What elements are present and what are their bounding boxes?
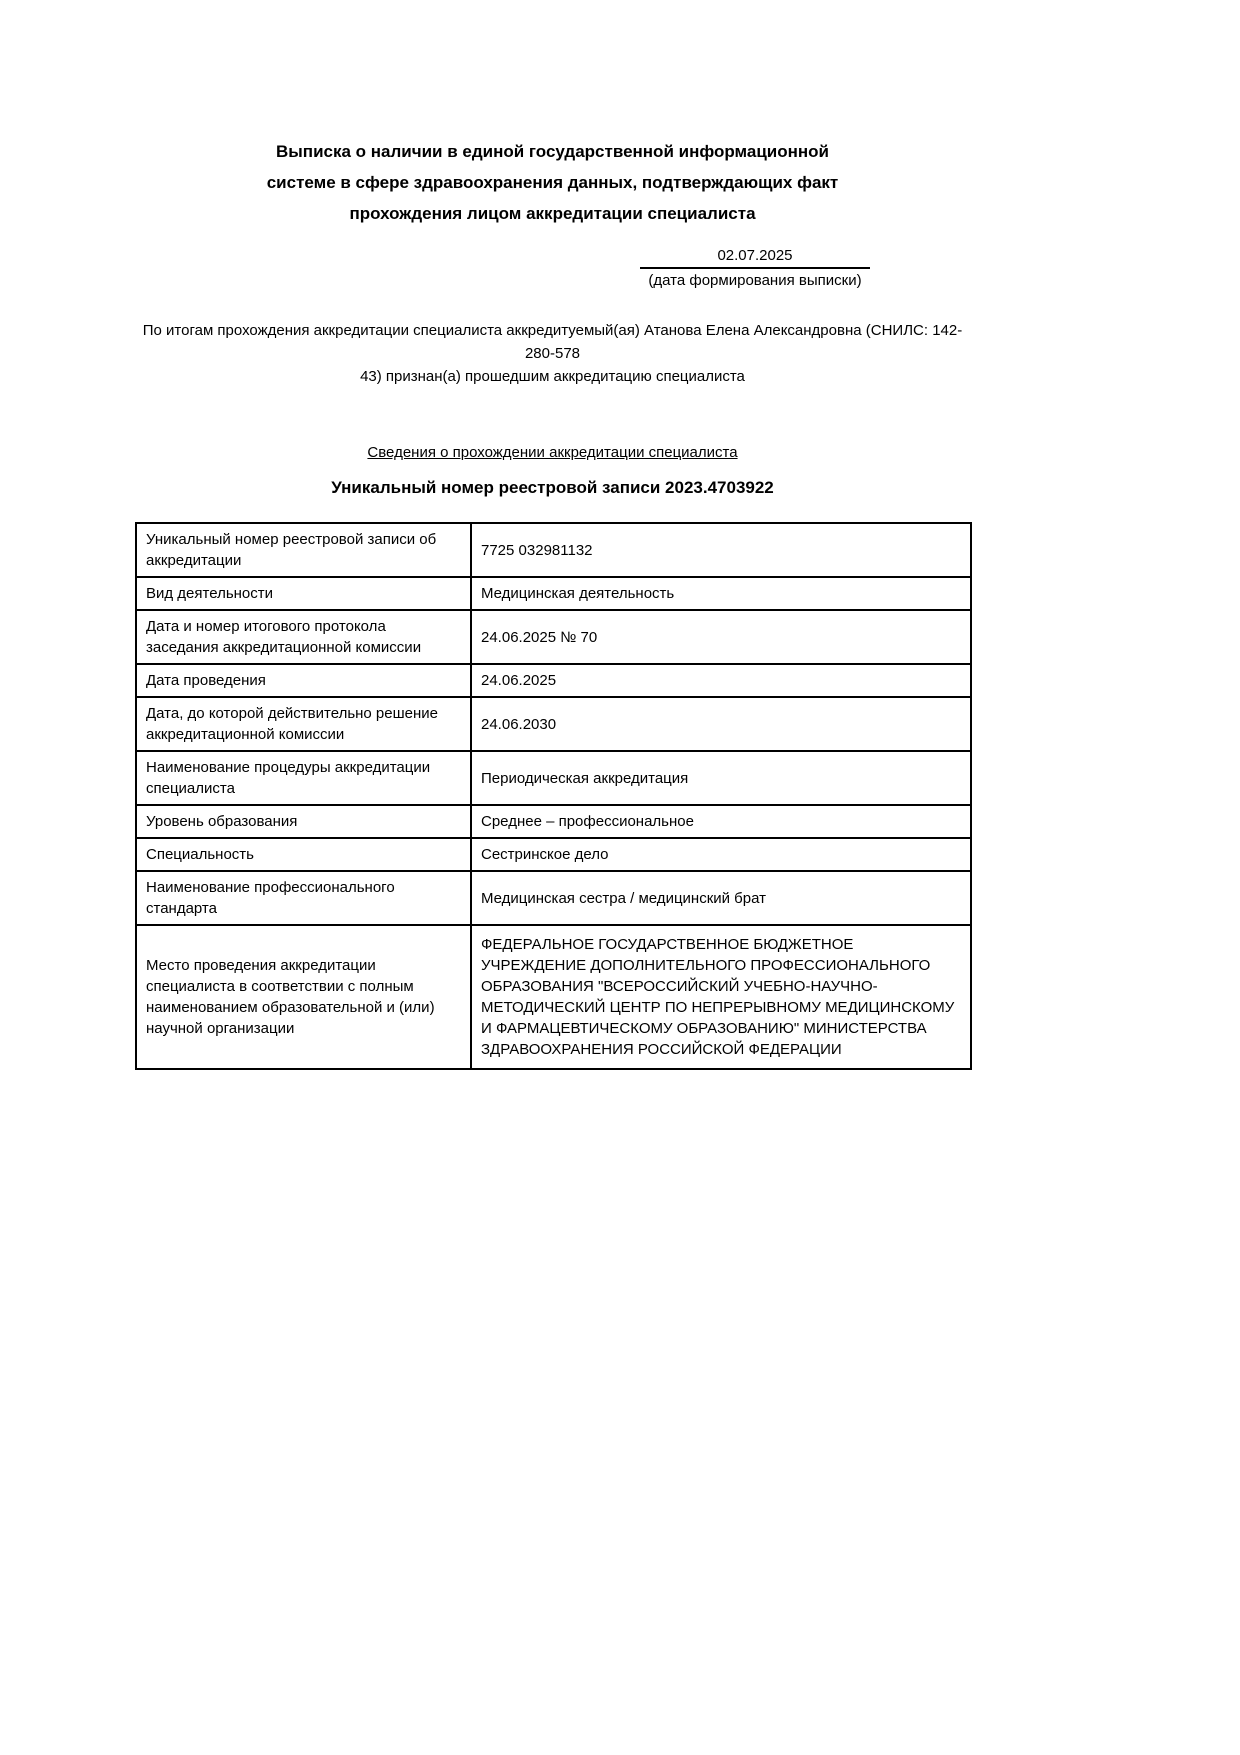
field-value: 24.06.2025 № 70 (471, 610, 971, 664)
table-row (136, 610, 971, 664)
field-value: Периодическая аккредитация (471, 751, 971, 805)
table-row (136, 664, 971, 697)
field-label: Наименование процедуры аккредитации специалиста (136, 751, 471, 805)
table-row (136, 925, 971, 1069)
field-value: Медицинская сестра / медицинский брат (471, 871, 971, 925)
table-row (136, 805, 971, 838)
field-label: Дата, до которой действительно решение аккредитационной комиссии (136, 697, 471, 751)
field-value: 7725 032981132 (471, 523, 971, 577)
field-value: Среднее – профессиональное (471, 805, 971, 838)
field-label: Наименование профессионального стандарта (136, 871, 471, 925)
field-value: 24.06.2030 (471, 697, 971, 751)
table-row (136, 697, 971, 751)
table-row (136, 871, 971, 925)
document-title-line: прохождения лицом аккредитации специалиста (349, 204, 756, 223)
field-label: Вид деятельности (136, 577, 471, 610)
generation-date-caption: (дата формирования выписки) (648, 272, 862, 289)
field-value: Медицинская деятельность (471, 577, 971, 610)
accreditation-result-line: 43) признан(а) прошедшим аккредитацию специалиста (360, 368, 745, 385)
generation-date-value: 02.07.2025 (640, 247, 870, 269)
document-title (135, 136, 970, 229)
field-value: Сестринское дело (471, 838, 971, 871)
table-row (136, 577, 971, 610)
field-label: Уровень образования (136, 805, 471, 838)
field-value: ФЕДЕРАЛЬНОЕ ГОСУДАРСТВЕННОЕ БЮДЖЕТНОЕ УЧРЕЖДЕНИЕ ДОПОЛНИТЕЛЬНОГО ПРОФЕССИОНАЛЬНОГО ОБРАЗОВАНИЯ "ВСЕРОССИЙСКИЙ УЧЕБНО-НАУЧНО-МЕТОДИЧЕСКИЙ ЦЕНТР ПО НЕПРЕРЫВНОМУ МЕДИЦИНСКОМУ И ФАРМАЦЕВТИЧЕСКОМУ ОБРАЗОВАНИЮ" МИНИСТЕРСТВА ЗДРАВООХРАНЕНИЯ РОССИЙСКОЙ ФЕДЕРАЦИИ (471, 925, 971, 1069)
field-label: Дата и номер итогового протокола заседания аккредитационной комиссии (136, 610, 471, 664)
document-title-line: Выписка о наличии в единой государственной информационной (276, 142, 829, 161)
registry-record-heading: Уникальный номер реестровой записи 2023.4703922 (331, 478, 774, 497)
section-heading: Сведения о прохождении аккредитации специалиста (367, 444, 738, 461)
field-label: Дата проведения (136, 664, 471, 697)
field-label: Специальность (136, 838, 471, 871)
table-row (136, 751, 971, 805)
table-row (136, 523, 971, 577)
accreditation-result-paragraph (135, 319, 970, 388)
field-label: Место проведения аккредитации специалиста в соответствии с полным наименованием образовательной и (или) научной организации (136, 925, 471, 1069)
table-row (136, 838, 971, 871)
field-value: 24.06.2025 (471, 664, 971, 697)
document-title-line: системе в сфере здравоохранения данных, подтверждающих факт (266, 173, 839, 192)
accreditation-details-table (135, 522, 972, 1070)
accreditation-result-line: По итогам прохождения аккредитации специалиста аккредитуемый(ая) Атанова Елена Александровна (СНИЛС: 142-280-578 (142, 322, 963, 362)
generation-date-block (640, 247, 870, 289)
field-label: Уникальный номер реестровой записи об аккредитации (136, 523, 471, 577)
document-content (135, 0, 970, 1070)
